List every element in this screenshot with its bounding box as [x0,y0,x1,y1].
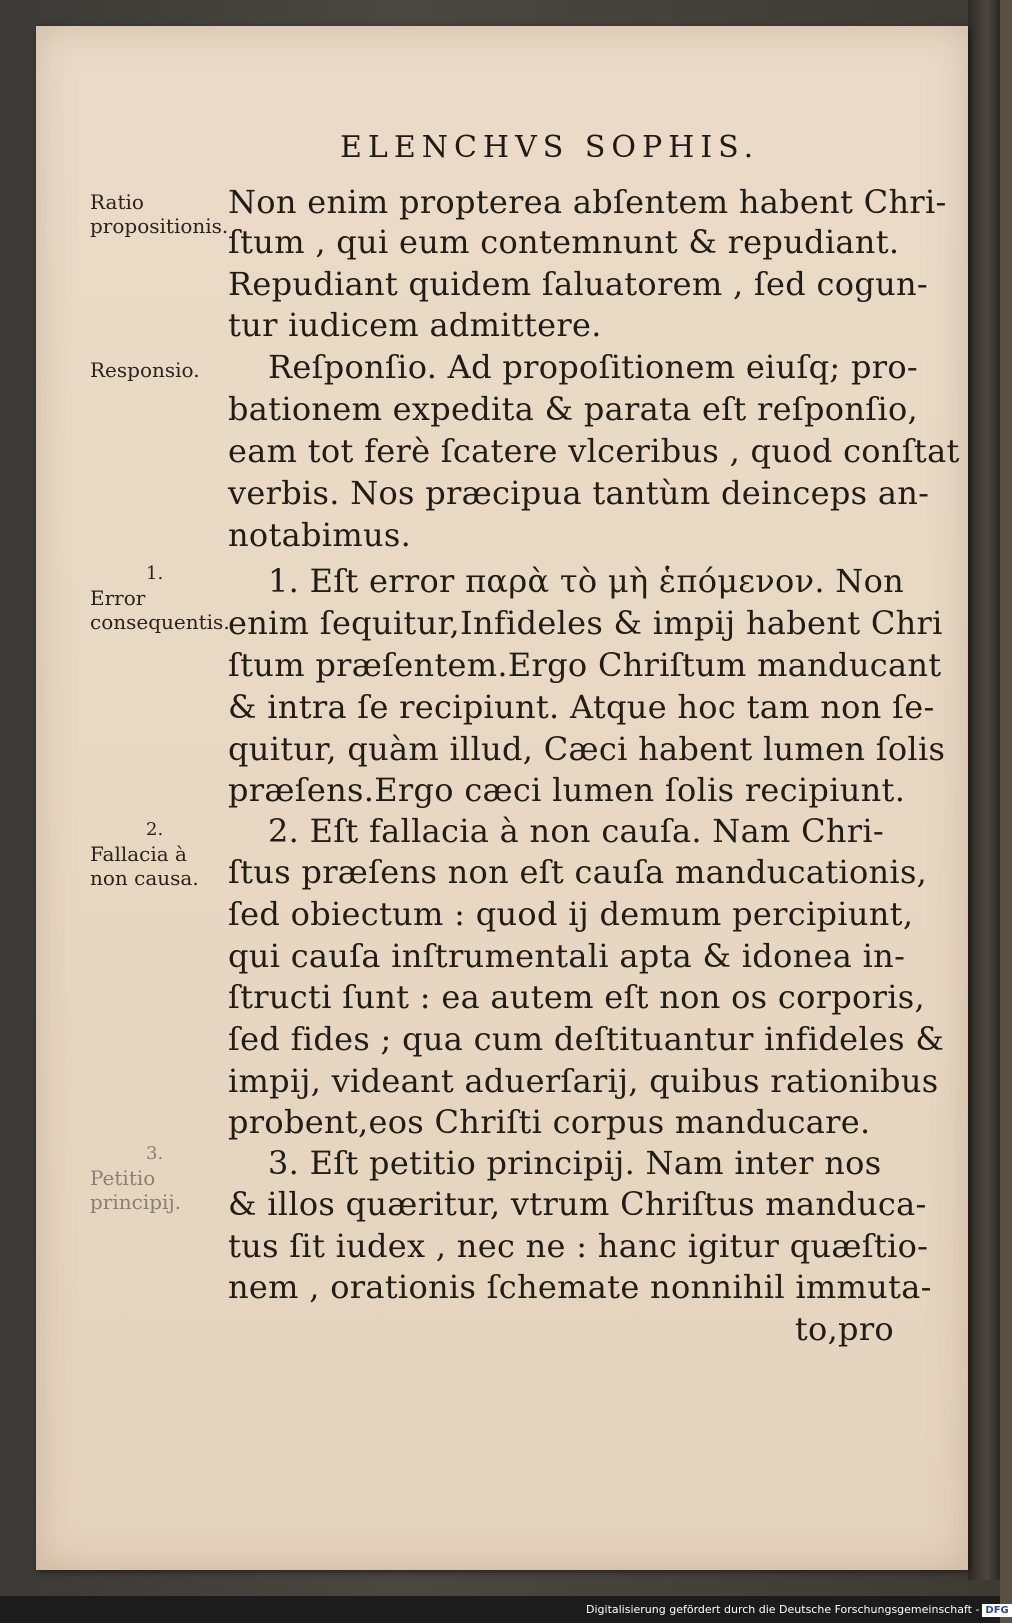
running-head: ELENCHVS SOPHIS. [340,130,760,165]
text-line: ſed obiectum : quod ij demum percipiunt, [228,895,914,933]
margin-note-error [90,562,230,634]
text-line: enim ſequitur,Infideles & impij habent Chri [228,604,943,642]
margin-note-text: Ratio propositionis. [90,190,229,238]
text-line: quitur, quàm illud, Cæci habent lumen ſolis [228,730,946,768]
text-line: ſtum , qui eum contemnunt & repudiant. [228,223,900,261]
text-line: & intra ſe recipiunt. Atque hoc tam non ſe- [228,688,935,726]
margin-note-petitio [90,1142,220,1214]
text-line: probent,eos Chriſti corpus manducare. [228,1103,871,1141]
text-line: eam tot ferè ſcatere vlceribus , quod conſtat [228,432,960,470]
text-line: qui cauſa inſtrumentali apta & idonea in- [228,937,906,975]
text-line: ſed fides ; qua cum deſtituantur infideles & [228,1020,945,1058]
text-line: nem , orationis ſchemate nonnihil immuta- [228,1268,932,1306]
text-line: Reſponſio. Ad propoſitionem eiuſq; pro- [268,348,919,386]
margin-note-fallacia [90,818,220,890]
text-line: 1. Eſt error παρὰ τὸ μὴ ἑπόμενον. Non [268,562,905,600]
text-line: notabimus. [228,516,412,554]
margin-note-text: Error consequentis. [90,586,230,634]
digitization-footer [586,1600,1009,1620]
margin-note-text: Petitio principij. [90,1166,181,1214]
text-line: tur iudicem admittere. [228,306,602,344]
text-line: 2. Eſt fallacia à non cauſa. Nam Chri- [268,812,885,850]
margin-note-number: 1. [146,563,164,584]
margin-note-number: 2. [146,819,164,840]
text-line: impij, videant aduerſarij, quibus rationibus [228,1062,939,1100]
book-spine [968,0,1000,1580]
text-line: bationem expedita & parata eſt reſponſio, [228,390,918,428]
margin-note-text: Fallacia à non causa. [90,842,199,890]
text-line: ſtructi ſunt : ea autem eſt non os corporis, [228,978,925,1016]
footer-text: Digitalisierung gefördert durch die Deutsche Forschungsgemeinschaft - [586,1603,980,1616]
text-line: ſtus præſens non eſt cauſa manducationis, [228,853,928,891]
text-line: ſtum præſentem.Ergo Chriſtum manducant [228,646,942,684]
text-line: & illos quæritur, vtrum Chriſtus manduca- [228,1185,927,1223]
margin-note-number: 3. [146,1143,164,1164]
text-line: Repudiant quidem ſaluatorem , ſed cogun- [228,265,929,303]
text-line: verbis. Nos præcipua tantùm deinceps an- [228,474,930,512]
text-line: Non enim propterea abſentem habent Chri- [228,183,947,221]
text-line: tus ſit iudex , nec ne : hanc igitur quæſtio- [228,1227,929,1265]
catchword: to,pro [794,1310,894,1348]
margin-note-text: Responsio. [90,358,200,382]
text-line: 3. Eſt petitio principij. Nam inter nos [268,1144,882,1182]
margin-note-responsio [90,358,220,382]
margin-note-ratio [90,190,229,238]
text-line: præſens.Ergo cæci lumen ſolis recipiunt. [228,771,906,809]
dfg-logo: DFG [982,1604,1011,1617]
